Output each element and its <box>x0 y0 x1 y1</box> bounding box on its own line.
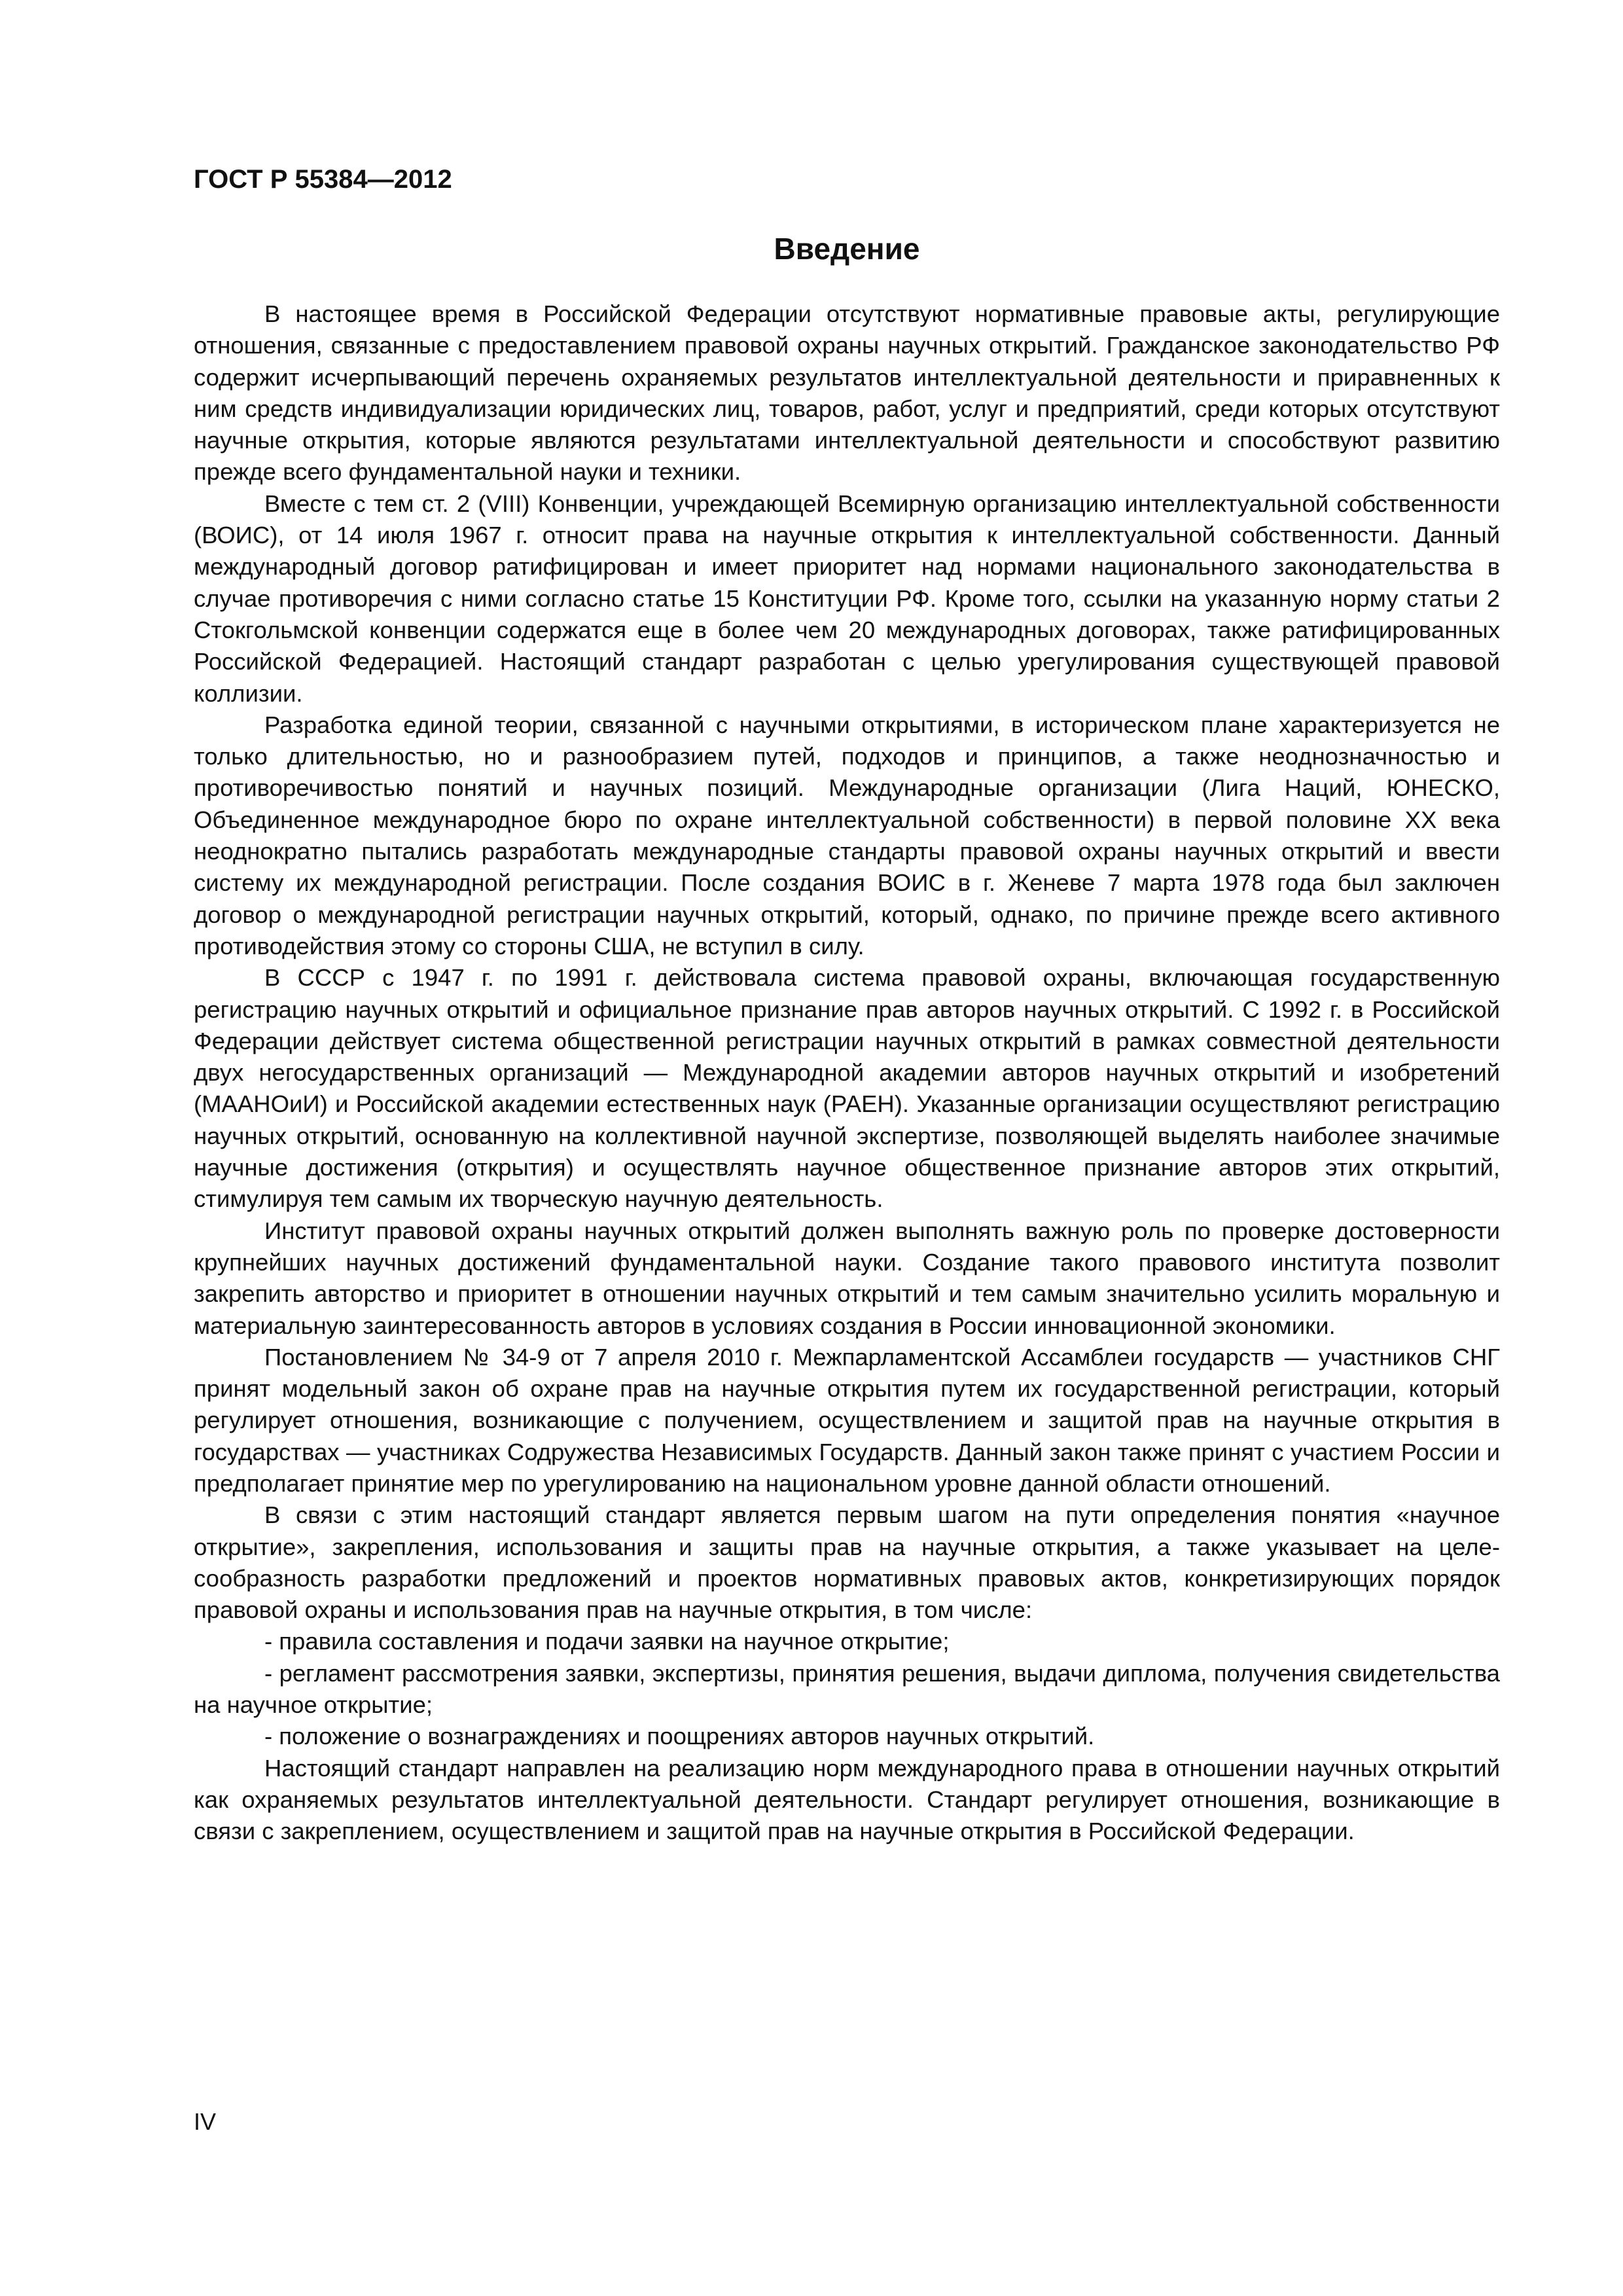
paragraph: Институт правовой охраны научных открытий должен выполнять важную роль по проверке достоверности крупнейших научных достижений фундаментальной науки. Создание такого правового института позволит закрепить авторство и приоритет в отношении научных открытий и тем самым значительно усилить моральную и материальную заинтересованность авторов в условиях создания в России инновационной экономики. <box>194 1217 1500 1339</box>
paragraph: В СССР с 1947 г. по 1991 г. действовала система правовой охраны, включающая государственную регистрацию научных открытий и официальное признание прав авторов научных открытий. С 1992 г. в Российской Федерации действует система общественной регистрации научных открытий в рамках совместной деятельности двух негосударственных организаций — Международной академии авторов научных открытий и изобретений (МААНОиИ) и Российской академии естественных наук (РАЕН). Указанные организации осуществляют регистрацию научных открытий, основанную на коллективной научной экспертизе, позволяющей выделять наиболее значимые научные достижения (открытия) и осуществлять научное общественное признание авторов этих открытий, стимулируя тем самым их творческую научную деятельность. <box>194 964 1500 1213</box>
closing-paragraph: Настоящий стандарт направлен на реализацию норм международного права в отношении научных открытий как охраняемых результатов интеллектуальной деятельности. Стандарт регулирует отношения, возникающие в связи с закреплением, осуществлением и защитой прав на научные открытия в Российской Федерации. <box>194 1754 1500 1845</box>
paragraph: Постановлением № 34-9 от 7 апреля 2010 г. Межпарламентской Ассамблеи государств — участников СНГ принят модельный закон об охране прав на научные открытия путем их государственной регистрации, который регулирует отношения, возникающие с получением, осуществлением и защитой прав на научные открытия в государствах — участниках Содружества Независимых Государств. Данный закон также принят с участием России и предполагает принятие мер по урегулированию на национальном уровне данной области отношений. <box>194 1343 1500 1497</box>
section-title: Введение <box>774 232 920 266</box>
paragraph: Разработка единой теории, связанной с научными открытиями, в историческом плане характеризуется не только длительностью, но и разнообразием путей, подходов и принципов, а также неоднозначностью и противоречивостью понятий и научных позиций. Международные организации (Лига Наций, ЮНЕСКО, Объединенное международное бюро по охране интеллектуальной собственности) в первой половине XX века неоднократно пытались разработать международные стандарты правовой охраны научных открытий и ввести систему их международной регистрации. После создания ВОИС в г. Женеве 7 марта 1978 года был заключен договор о международной регистрации научных открытий, который, однако, по причине прежде всего активного противодействия этому со стороны США, не вступил в силу. <box>194 711 1500 960</box>
page-number: IV <box>194 2108 217 2135</box>
paragraph: В настоящее время в Российской Федерации отсутствуют нормативные правовые акты, регулирующие отношения, связанные с предоставлением правовой охраны научных открытий. Гражданское законодательство РФ содержит исчерпывающий перечень охраняемых результатов интеллектуальной деятельности и приравненных к ним средств индивидуализации юридических лиц, товаров, работ, услуг и предприятий, среди которых отсутствуют научные открытия, которые являются результатами интеллектуальной деятельности и способствуют развитию прежде всего фундаментальной науки и техники. <box>194 300 1500 486</box>
list-item: - положение о вознаграждениях и поощрениях авторов научных открытий. <box>264 1723 1095 1750</box>
list-item: - регламент рассмотрения заявки, экспертизы, принятия решения, выдачи диплома, получения свидетельства на научное открытие; <box>194 1659 1500 1719</box>
paragraph: Вместе с тем ст. 2 (VIII) Конвенции, учреждающей Всемирную организацию интеллектуальной собственности (ВОИС), от 14 июля 1967 г. относит права на научные открытия к интеллектуальной собственности. Данный международный договор ратифицирован и имеет приоритет над нормами национального законодательства в случае противоречия с ними согласно статье 15 Конституции РФ. Кроме того, ссылки на указанную норму статьи 2 Стокгольмской конвенции содержатся еще в более чем 20 международных договорах, также ратифицированных Российской Федерацией. Настоящий стандарт разработан с целью урегулирования существующей правовой коллизии. <box>194 490 1500 707</box>
list-item: - правила составления и подачи заявки на научное открытие; <box>264 1628 950 1655</box>
standard-designation: ГОСТ Р 55384—2012 <box>194 165 452 194</box>
paragraph: В связи с этим настоящий стандарт является первым шагом на пути определения понятия «научное открытие», закрепления, использования и защиты прав на научные открытия, а также указывает на целесообразность разработки предложений и проектов нормативных правовых актов, конкретизирующих порядок правовой охраны и использования прав на научные открытия, в том числе: <box>194 1501 1500 1624</box>
section-body <box>194 298 1500 1848</box>
